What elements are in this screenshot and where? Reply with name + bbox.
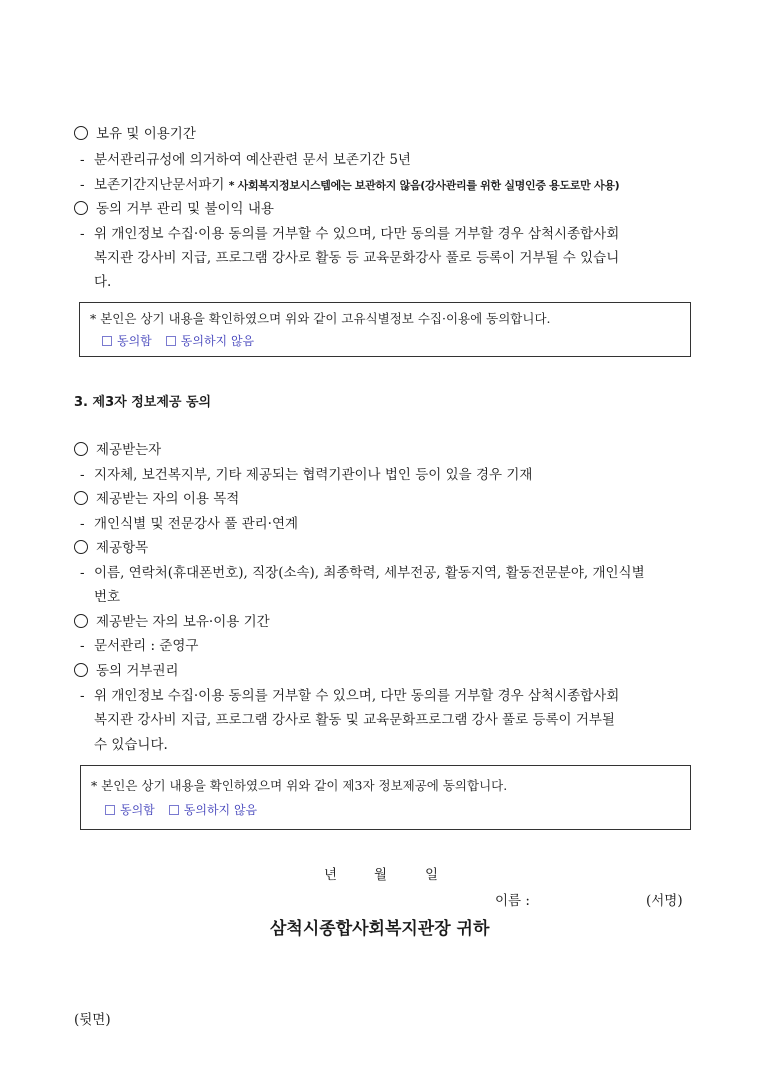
signature-label: (서명): [646, 893, 683, 909]
checkbox-icon: [102, 336, 112, 346]
circle-bullet-icon: [74, 614, 88, 628]
circle-bullet-icon: [74, 540, 88, 554]
refusal-rights-line-1: - 위 개인정보 수집·이용 동의를 거부할 수 있으며, 다만 동의를 거부할 경우 삼척시종합사회: [80, 688, 620, 704]
addressee: 삼척시종합사회복지관장 귀하: [270, 919, 490, 939]
retention-title: 보유 및 이용기간: [96, 126, 196, 142]
circle-bullet-icon: [74, 201, 88, 215]
name-label: 이름 :: [495, 893, 530, 909]
refusal-line-3: 다.: [94, 274, 112, 290]
disagree-checkbox[interactable]: 동의하지 않음: [166, 332, 254, 350]
disagree-checkbox[interactable]: 동의하지 않음: [169, 801, 257, 819]
refusal-rights-line-2: 복지관 강사비 지급, 프로그램 강사로 활동 및 교육문화프로그램 강사 풀로 등록이 거부될: [94, 712, 615, 728]
retention-line-1: - 분서관리규성에 의거하여 예산관련 문서 보존기간 5년: [80, 152, 411, 168]
period-title-row: 제공받는 자의 보유·이용 기간: [74, 612, 270, 632]
recipient-title-row: 제공받는자: [74, 440, 161, 460]
refusal-title: 동의 거부 관리 및 불이익 내용: [96, 201, 274, 217]
refusal-title-row: [74, 199, 274, 219]
circle-bullet-icon: [74, 663, 88, 677]
consent-options: [102, 332, 264, 351]
purpose-title-row: 제공받는 자의 이용 목적: [74, 489, 239, 509]
consent-box-text: * 본인은 상기 내용을 확인하였으며 위와 같이 제3자 정보제공에 동의합니다.: [91, 778, 508, 793]
consent-box-third-party: [80, 765, 691, 830]
period-line: - 문서관리 : 준영구: [80, 638, 199, 654]
refusal-line-2: 복지관 강사비 지급, 프로그램 강사로 활동 등 교육문화강사 풀로 등록이 거부될 수 있습니: [94, 250, 620, 266]
retention-note: * 사회복지정보시스템에는 보관하지 않음(강사관리를 위한 실명인증 용도로만 사용): [228, 179, 620, 192]
purpose-line: - 개인식별 및 전문강사 풀 관리·연계: [80, 516, 299, 532]
circle-bullet-icon: [74, 442, 88, 456]
date-year: 년: [324, 867, 338, 883]
back-page-label: (뒷면): [74, 1012, 111, 1028]
section-3-heading: 3. 제3자 정보제공 동의: [74, 395, 212, 410]
retention-title-row: [74, 124, 196, 144]
refusal-rights-title-row: 동의 거부권리: [74, 661, 179, 681]
refusal-rights-line-3: 수 있습니다.: [94, 737, 168, 753]
refusal-line-1: - 위 개인정보 수집·이용 동의를 거부할 수 있으며, 다만 동의를 거부할 경우 삼척시종합사회: [80, 226, 620, 242]
circle-bullet-icon: [74, 126, 88, 140]
consent-box-text: * 본인은 상기 내용을 확인하였으며 위와 같이 고유식별정보 수집·이용에 동의합니다.: [90, 311, 551, 326]
date-day: 일: [425, 867, 439, 883]
checkbox-icon: [166, 336, 176, 346]
consent-box-identification: [79, 302, 691, 357]
agree-checkbox[interactable]: 동의함: [105, 801, 155, 819]
items-title-row: 제공항목: [74, 538, 148, 558]
recipient-line: - 지자체, 보건복지부, 기타 제공되는 협력기관이나 법인 등이 있을 경우 기재: [80, 467, 533, 483]
retention-line-2: - 보존기간지난문서파기 * 사회복지정보시스템에는 보관하지 않음(강사관리를 위한 실명인증 용도로만 사용): [80, 177, 620, 193]
agree-checkbox[interactable]: 동의함: [102, 332, 152, 350]
date-month: 월: [374, 867, 388, 883]
consent-options: [105, 801, 267, 820]
checkbox-icon: [105, 805, 115, 815]
items-line-1: - 이름, 연락처(휴대폰번호), 직장(소속), 최종학력, 세부전공, 활동지역, 활동전문분야, 개인식별: [80, 565, 645, 581]
checkbox-icon: [169, 805, 179, 815]
circle-bullet-icon: [74, 491, 88, 505]
items-line-2: 번호: [94, 589, 121, 605]
